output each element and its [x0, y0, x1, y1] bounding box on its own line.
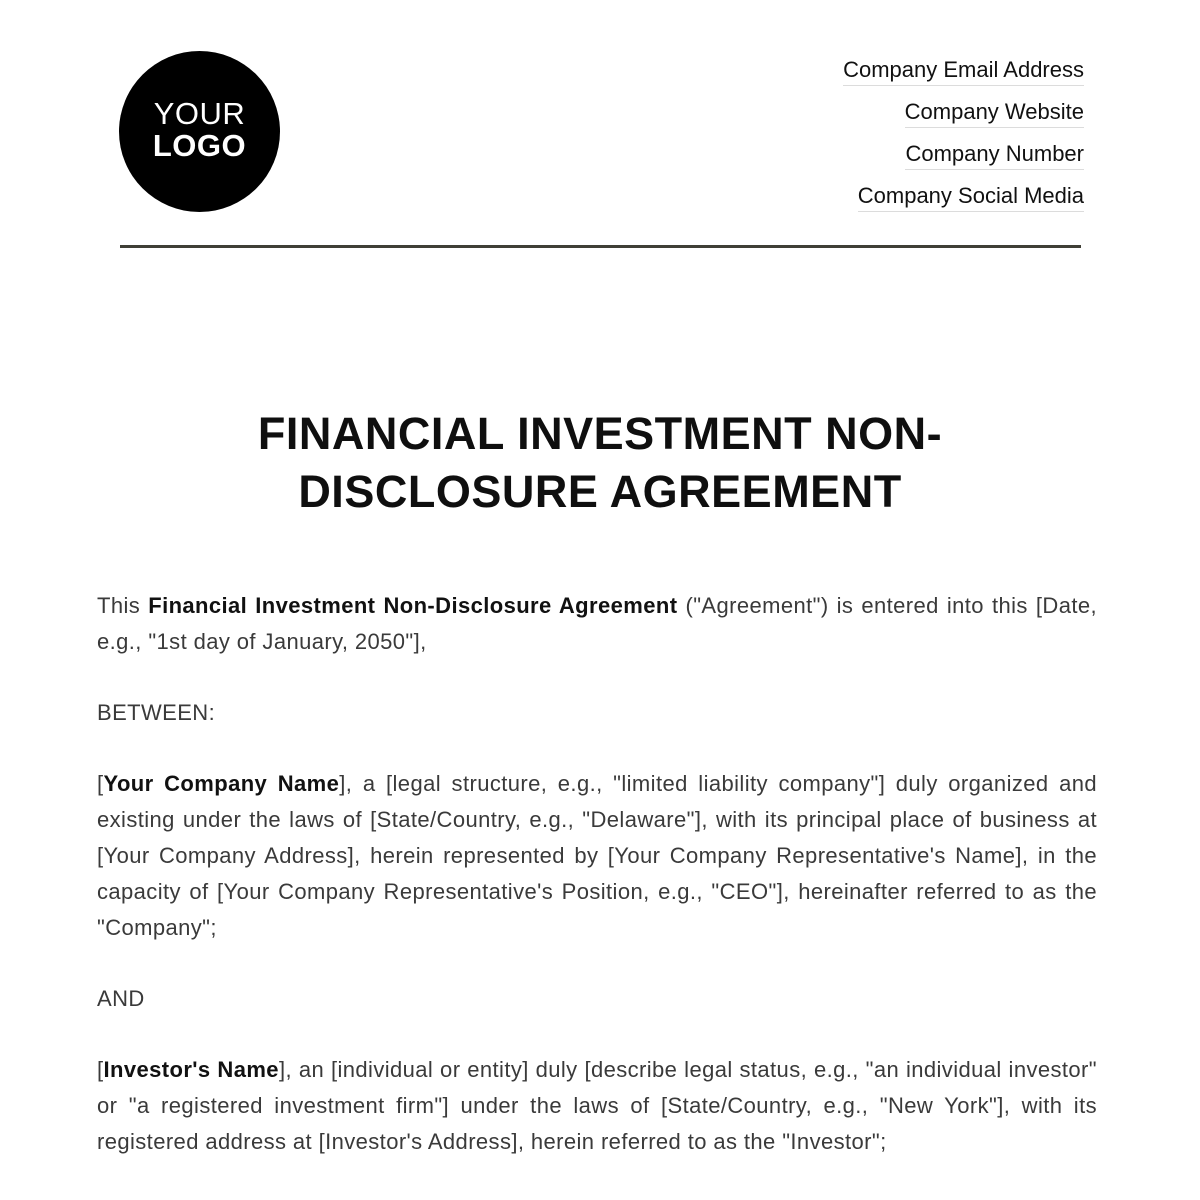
investor-name-placeholder: Investor's Name [103, 1057, 279, 1082]
company-number: Company Number [843, 140, 1084, 182]
company-website: Company Website [843, 98, 1084, 140]
company-name-placeholder: Your Company Name [103, 771, 340, 796]
company-party-paragraph: [Your Company Name], a [legal structure, e.g., "limited liability company"] duly organized and existing under the laws of [State/Country, e.g., "Delaware"], with its principal place of business at [Your Company Address], herein represented by [Your Company Representative's Name], in the capacity of [Your Company Representative's Position, e.g., "CEO"], hereinafter referred to as the "Company"; [97, 771, 1097, 940]
header-divider [120, 245, 1081, 248]
intro-paragraph: This Financial Investment Non-Disclosure Agreement ("Agreement") is entered into this [Date, e.g., "1st day of January, 2050"], [97, 593, 1097, 654]
investor-party-paragraph: [Investor's Name], an [individual or entity] duly [describe legal status, e.g., "an individual investor" or "a registered investment firm"] under the laws of [State/Country, e.g., "New York"], with its registered address at [Investor's Address], herein referred to as the "Investor"; [97, 1057, 1097, 1154]
document-body [97, 588, 1097, 1195]
document-title: FINANCIAL INVESTMENT NON-DISCLOSURE AGREEMENT [257, 408, 943, 517]
agreement-name: Financial Investment Non-Disclosure Agreement [148, 593, 678, 618]
company-social-media: Company Social Media [843, 182, 1084, 224]
between-heading: BETWEEN: [97, 700, 216, 725]
logo-text-your: YOUR [153, 95, 246, 131]
company-email: Company Email Address [843, 56, 1084, 98]
company-contact-block [843, 56, 1084, 224]
and-heading: AND [97, 986, 145, 1011]
company-logo [119, 51, 280, 212]
logo-text-logo: LOGO [152, 127, 247, 163]
